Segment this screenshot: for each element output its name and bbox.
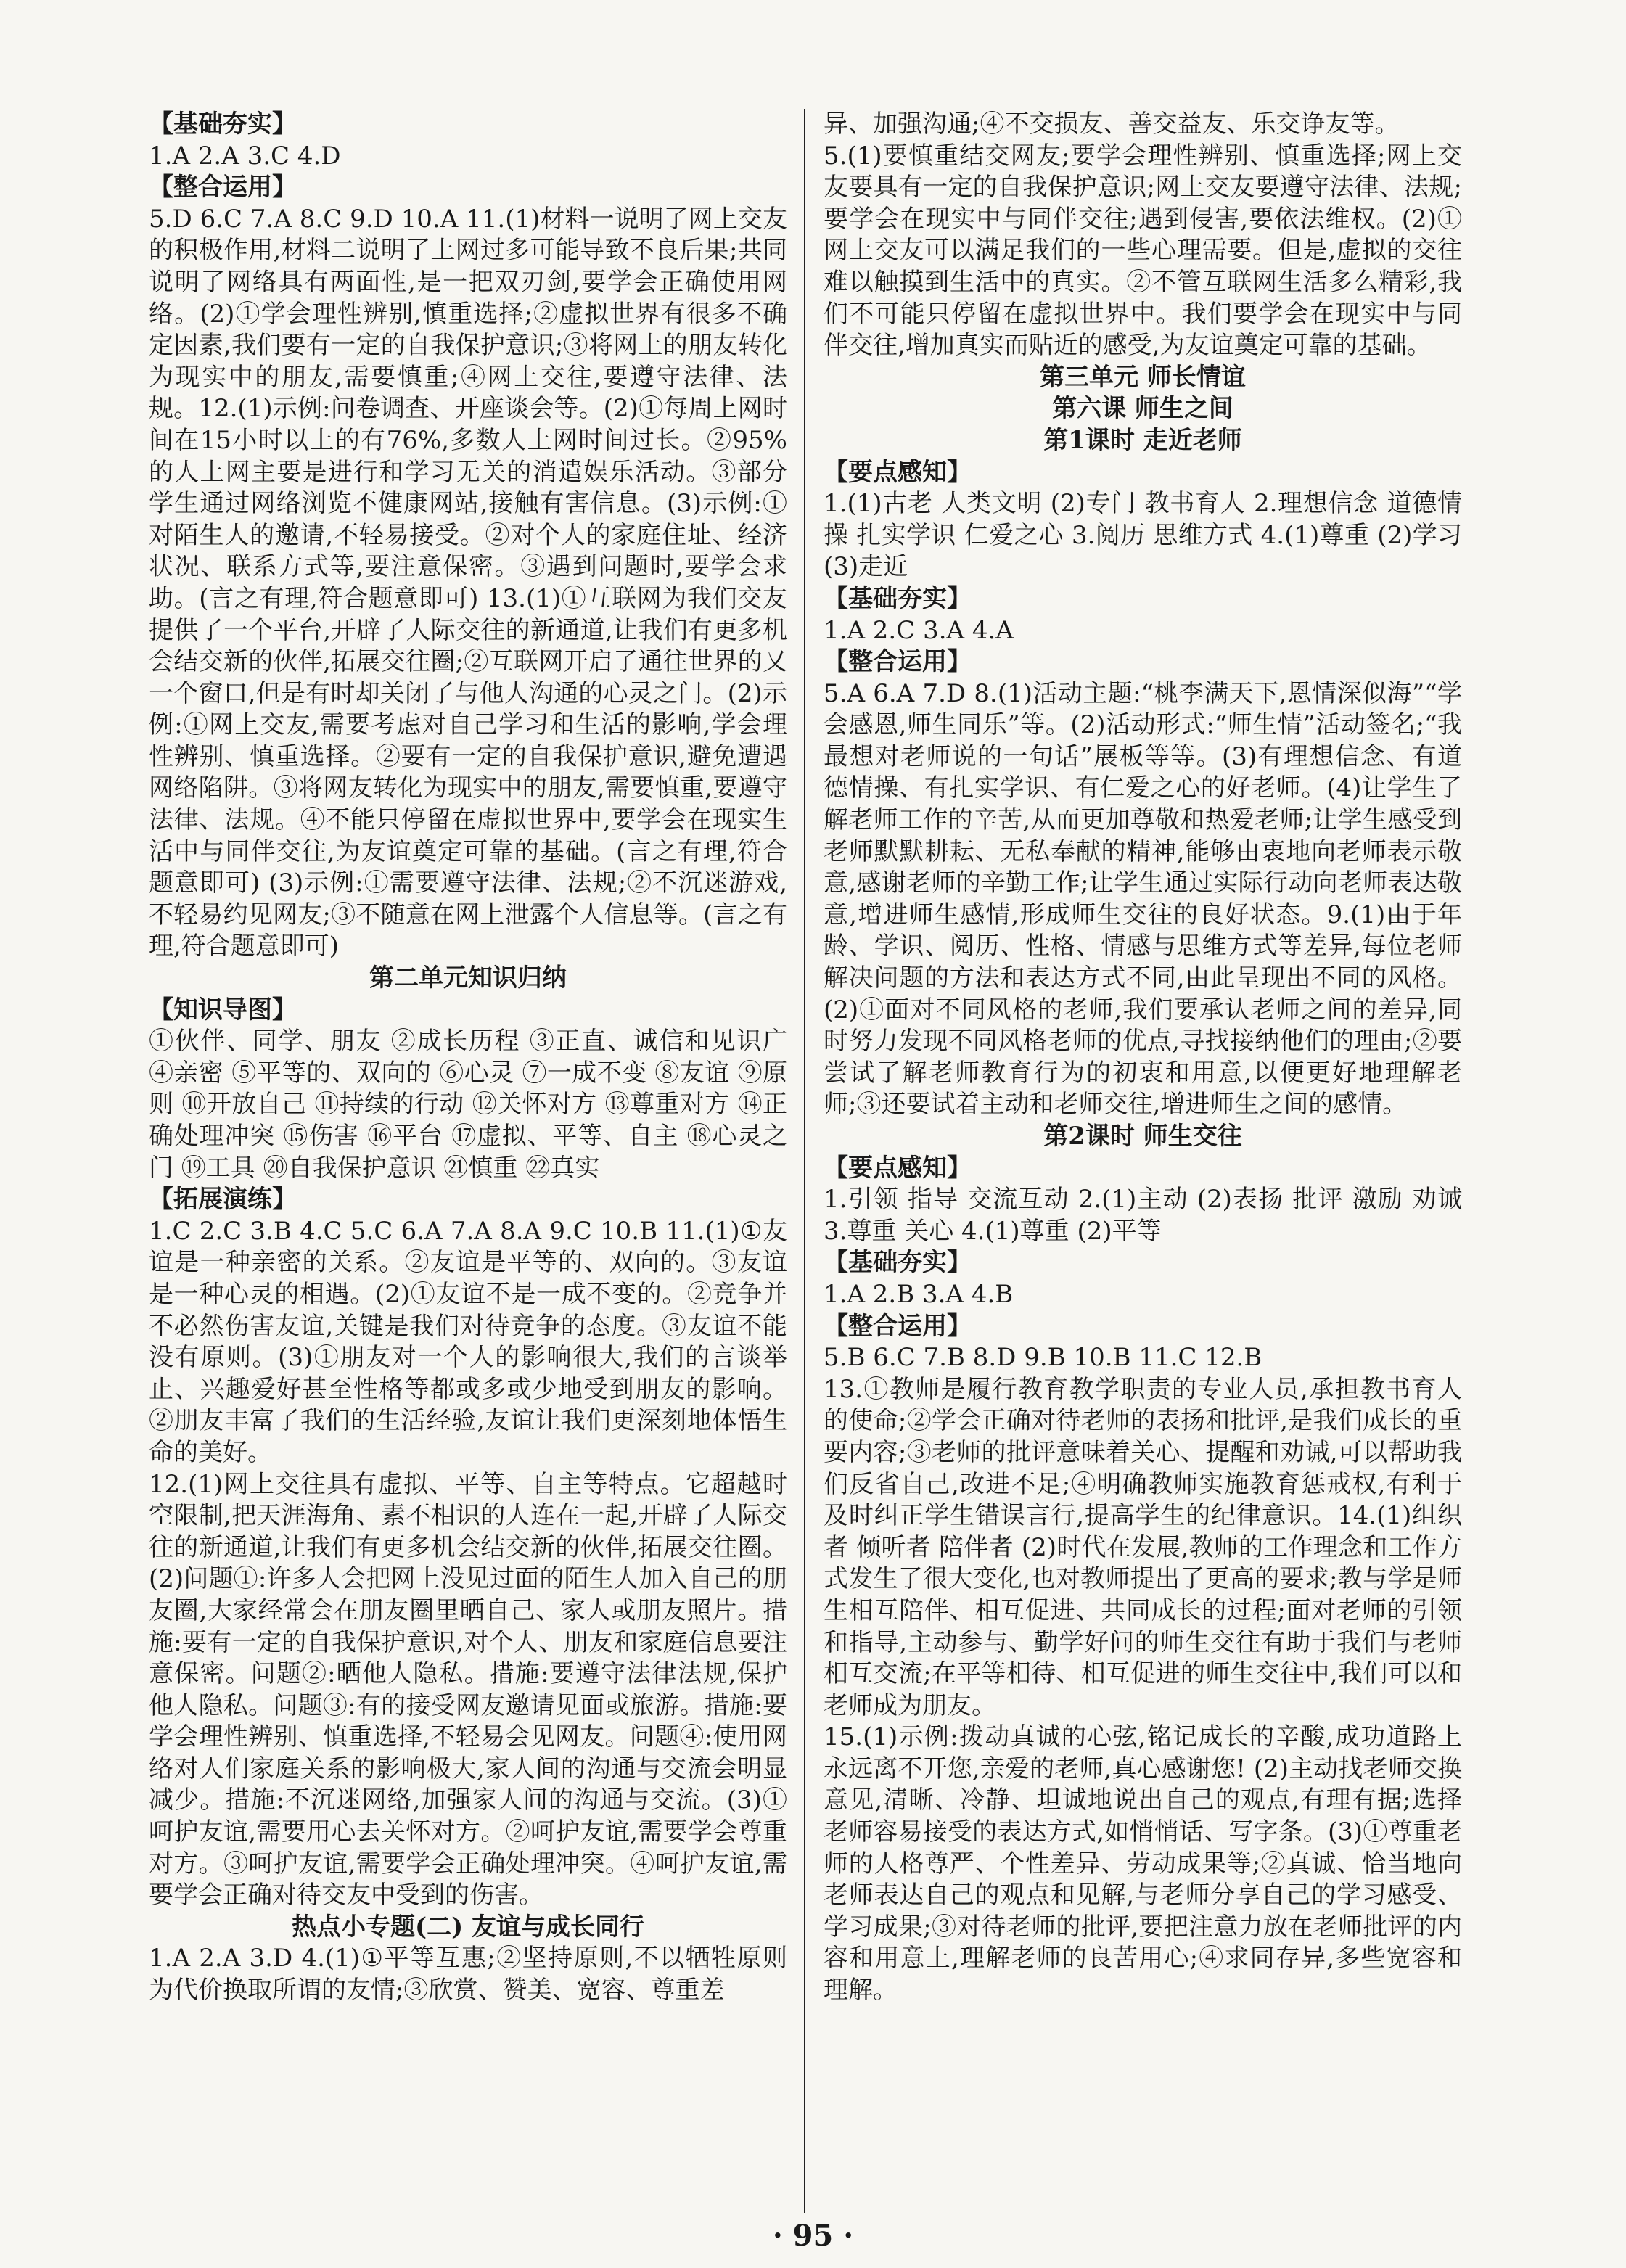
answer-paragraph: 异、加强沟通;④不交损友、善交益友、乐交诤友等。 [824,110,1400,139]
page-number: · 95 · [772,2219,854,2253]
answer-paragraph: 1.A 2.A 3.D 4.(1)①平等互惠;②坚持原则,不以牺牲原则为代价换取所谓的友情;③欣赏、赞美、宽容、尊重差 [149,1944,787,2005]
section-title: 第二单元知识归纳 [369,964,567,993]
answer-paragraph: 13.①教师是履行教育教学职责的专业人员,承担教书育人的使命;②学会正确对待老师的表扬和批评,是我们成长的重要内容;③老师的批评意味着关心、提醒和劝诫,可以帮助我们反省自己,改进不足;④明确教师实施教育惩戒权,有利于及时纠正学生错误言行,提高学生的纪律意识。14.(1)组织者 倾听者 陪伴者 (2)时代在发展,教师的工作理念和工作方式发生了很大变化,也对教师提出了更高的要求;教与学是师生相互陪伴、相互促进、共同成长的过程;面对老师的引领和指导,主动参与、勤学好问的师生交往有助于我们与老师相互交流;在平等相待、相互促进的师生交往中,我们可以和老师成为朋友。 [824,1374,1462,1720]
section-label: 【基础夯实】 [824,1248,972,1278]
answer-paragraph: 5.A 6.A 7.D 8.(1)活动主题:“桃李满天下,恩情深似海”“学会感恩,师生同乐”等。(2)活动形式:“师生情”活动签名;“我最想对老师说的一句话”展板等等。(3)有理想信念、有道德情操、有扎实学识、有仁爱之心的好老师。(4)让学生了解老师工作的辛苦,从而更加尊敬和热爱老师;让学生感受到老师默默耕耘、无私奉献的精神,能够由衷地向老师表示敬意,感谢老师的辛勤工作;让学生通过实际行动向老师表达敬意,增进师生感情,形成师生交往的良好状态。9.(1)由于年龄、学识、阅历、性格、情感与思维方式等差异,每位老师解决问题的方法和表达方式不同,由此呈现出不同的风格。(2)①面对不同风格的老师,我们要承认老师之间的差异,同时努力发现不同风格老师的优点,寻找接纳他们的理由;②要尝试了解老师教育行为的初衷和用意,以便更好地理解老师;③还要试着主动和老师交往,增进师生之间的感情。 [824,678,1462,1119]
answer-paragraph: 15.(1)示例:拨动真诚的心弦,铭记成长的辛酸,成功道路上永远离不开您,亲爱的老师,真心感谢您! (2)主动找老师交换意见,清晰、冷静、坦诚地说出自己的观点,有理有据;选择老师容易接受的表达方式,如悄悄话、写字条。(3)①尊重老师的人格尊严、个性差异、劳动成果等;②真诚、恰当地向老师表达自己的观点和见解,与老师分享自己的学习感受、学习成果;③对待老师的批评,要把注意力放在老师批评的内容和用意上,理解老师的良苦用心;④求同存异,多些宽容和理解。 [824,1722,1462,2005]
answer-paragraph: ①伙伴、同学、朋友 ②成长历程 ③正直、诚信和见识广 ④亲密 ⑤平等的、双向的 ⑥心灵 ⑦一成不变 ⑧友谊 ⑨原则 ⑩开放自己 ⑪持续的行动 ⑫关怀对方 ⑬尊重对方 ⑭正确处理冲突 ⑮伤害 ⑯平台 ⑰虚拟、平等、自主 ⑱心灵之门 ⑲工具 ⑳自我保护意识 ㉑慎重 ㉒真实 [149,1027,787,1183]
answer-paragraph: 1.A 2.C 3.A 4.A [824,615,1014,645]
section-label: 【知识导图】 [149,995,297,1024]
section-title: 热点小专题(二) 友谊与成长同行 [291,1912,644,1942]
answer-paragraph: 1.A 2.A 3.C 4.D [149,141,341,170]
section-label: 【整合运用】 [149,173,297,202]
answer-paragraph: 5.B 6.C 7.B 8.D 9.B 10.B 11.C 12.B [824,1343,1262,1373]
answer-paragraph: 1.A 2.B 3.A 4.B [824,1279,1014,1309]
section-label: 【基础夯实】 [149,110,297,139]
answer-paragraph: 5.D 6.C 7.A 8.C 9.D 10.A 11.(1)材料一说明了网上交友的积极作用,材料二说明了上网过多可能导致不良后果;共同说明了网络具有两面性,是一把双刃剑,要学会正确使用网络。(2)①学会理性辨别,慎重选择;②虚拟世界有很多不确定因素,我们要有一定的自我保护意识;③将网上的朋友转化为现实中的朋友,需要慎重;④网上交往,要遵守法律、法规。12.(1)示例:问卷调查、开座谈会等。(2)①每周上网时间在15小时以上的有76%,多数人上网时间过长。②95%的人上网主要是进行和学习无关的消遣娱乐活动。③部分学生通过网络浏览不健康网站,接触有害信息。(3)示例:①对陌生人的邀请,不轻易接受。②对个人的家庭住址、经济状况、联系方式等,要注意保密。③遇到问题时,要学会求助。(言之有理,符合题意即可) 13.(1)①互联网为我们交友提供了一个平台,开辟了人际交往的新通道,让我们有更多机会结交新的伙伴,拓展交往圈;②互联网开启了通往世界的又一个窗口,但是有时却关闭了与他人沟通的心灵之门。(2)示例:①网上交友,需要考虑对自己学习和生活的影响,学会理性辨别、慎重选择。②要有一定的自我保护意识,避免遭遇网络陷阱。③将网友转化为现实中的朋友,需要慎重,要遵守法律、法规。④不能只停留在虚拟世界中,要学会在现实生活中与同伴交往,为友谊奠定可靠的基础。(言之有理,符合题意即可) (3)示例:①需要遵守法律、法规;②不沉迷游戏,不轻易约见网友;③不随意在网上泄露个人信息等。(言之有理,符合题意即可) [149,204,787,961]
section-title: 第六课 师生之间 [1052,394,1233,424]
section-title: 第2课时 师生交往 [1043,1122,1242,1151]
answer-paragraph: 1.(1)古老 人类文明 (2)专门 教书育人 2.理想信念 道德情操 扎实学识 仁爱之心 3.阅历 思维方式 4.(1)尊重 (2)学习 (3)走近 [824,489,1462,582]
section-label: 【整合运用】 [824,1311,972,1341]
answer-paragraph: 12.(1)网上交往具有虚拟、平等、自主等特点。它超越时空限制,把天涯海角、素不相识的人连在一起,开辟了人际交往的新通道,让我们有更多机会结交新的伙伴,拓展交往圈。(2)问题①:许多人会把网上没见过面的陌生人加入自己的朋友圈,大家经常会在朋友圈里晒自己、家人或朋友照片。措施:要有一定的自我保护意识,对个人、朋友和家庭信息要注意保密。问题②:晒他人隐私。措施:要遵守法律法规,保护他人隐私。问题③:有的接受网友邀请见面或旅游。措施:要学会理性辨别、慎重选择,不轻易会见网友。问题④:使用网络对人们家庭关系的影响极大,家人间的沟通与交流会明显减少。措施:不沉迷网络,加强家人间的沟通与交流。(3)①呵护友谊,需要用心去关怀对方。②呵护友谊,需要学会尊重对方。③呵护友谊,需要学会正确处理冲突。④呵护友谊,需要学会正确对待交友中受到的伤害。 [149,1469,787,1910]
section-label: 【整合运用】 [824,647,972,677]
column-divider [804,109,805,2213]
answer-paragraph: 5.(1)要慎重结交网友;要学会理性辨别、慎重选择;网上交友要具有一定的自我保护意识;网上交友要遵守法律、法规;要学会在现实中与同伴交往;遇到侵害,要依法维权。(2)①网上交友可以满足我们的一些心理需要。但是,虚拟的交往难以触摸到生活中的真实。②不管互联网生活多么精彩,我们不可能只停留在虚拟世界中。我们要学会在现实中与同伴交往,增加真实而贴近的感受,为友谊奠定可靠的基础。 [824,141,1462,361]
right-column [824,109,1462,2007]
section-label: 【要点感知】 [824,457,972,487]
section-title: 第1课时 走近老师 [1043,425,1242,455]
section-label: 【要点感知】 [824,1153,972,1183]
answer-paragraph: 1.引领 指导 交流互动 2.(1)主动 (2)表扬 批评 激励 劝诫 3.尊重 关心 4.(1)尊重 (2)平等 [824,1185,1462,1246]
section-title: 第三单元 师长情谊 [1040,362,1246,392]
section-label: 【拓展演练】 [149,1185,297,1215]
answer-paragraph: 1.C 2.C 3.B 4.C 5.C 6.A 7.A 8.A 9.C 10.B 11.(1)①友谊是一种亲密的关系。②友谊是平等的、双向的。③友谊是一种心灵的相遇。(2)①友谊不是一成不变的。②竞争并不必然伤害友谊,关键是我们对待竞争的态度。③友谊不能没有原则。(3)①朋友对一个人的影响很大,我们的言谈举止、兴趣爱好甚至性格等都或多或少地受到朋友的影响。②朋友丰富了我们的生活经验,友谊让我们更深刻地体悟生命的美好。 [149,1216,787,1467]
left-column [149,109,787,2007]
section-label: 【基础夯实】 [824,583,972,613]
